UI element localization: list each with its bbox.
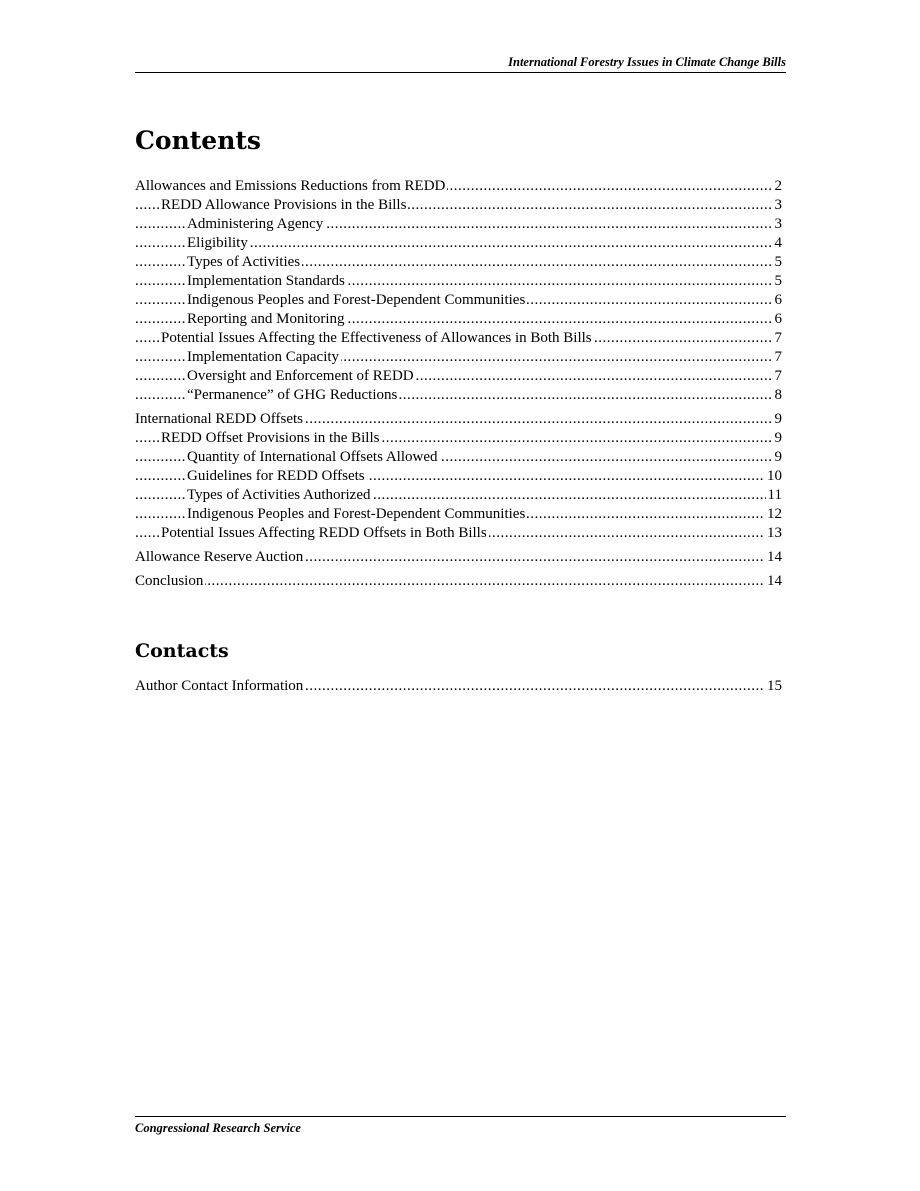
toc-entry-title: Potential Issues Affecting the Effectiveness of Allowances in Both Bills [161, 330, 592, 346]
toc-entry[interactable] [135, 524, 782, 543]
toc-entry-page: 6 [774, 292, 782, 308]
toc-entry-page: 14 [767, 573, 782, 589]
toc-entry-page: 7 [774, 330, 782, 346]
toc-entry-page: 4 [774, 235, 782, 251]
toc-entry[interactable] [135, 310, 782, 329]
toc-entry[interactable] [135, 505, 782, 524]
toc-entry-title: REDD Offset Provisions in the Bills [161, 430, 380, 446]
toc-entry-page: 3 [774, 197, 782, 213]
toc-entry[interactable] [135, 429, 782, 448]
running-header: International Forestry Issues in Climate Change Bills [508, 55, 786, 69]
toc-entry[interactable] [135, 367, 782, 386]
running-footer: Congressional Research Service [135, 1121, 301, 1135]
contacts-list [135, 677, 782, 696]
toc-entry-title: Allowances and Emissions Reductions from REDD [135, 178, 446, 194]
toc-entry-page: 11 [767, 487, 782, 503]
toc-entry[interactable] [135, 177, 782, 196]
toc-entry-title: Types of Activities Authorized [187, 487, 371, 503]
toc-entry[interactable] [135, 196, 782, 215]
contents-heading: Contents [135, 126, 262, 155]
toc-entry-title: Reporting and Monitoring [187, 311, 345, 327]
toc-entry-title: Potential Issues Affecting REDD Offsets in Both Bills [161, 525, 487, 541]
toc-entry-title: Eligibility [187, 235, 248, 251]
toc-entry-page: 10 [767, 468, 782, 484]
toc-entry-page: 2 [774, 178, 782, 194]
toc-entry[interactable] [135, 486, 782, 505]
toc-entry[interactable] [135, 572, 782, 591]
toc-entry-title: Indigenous Peoples and Forest-Dependent Communities [187, 506, 526, 522]
toc-entry-page: 9 [774, 411, 782, 427]
toc-entry-title: Indigenous Peoples and Forest-Dependent Communities [187, 292, 526, 308]
toc-entry[interactable] [135, 348, 782, 367]
toc-entry-title: Administering Agency [187, 216, 324, 232]
toc-entry[interactable] [135, 215, 782, 234]
toc-entry-page: 9 [774, 430, 782, 446]
toc-entry-title: Guidelines for REDD Offsets [187, 468, 365, 484]
toc-entry-page: 8 [774, 387, 782, 403]
toc-entry-title: REDD Allowance Provisions in the Bills [161, 197, 407, 213]
toc-entry[interactable] [135, 467, 782, 486]
contacts-heading: Contacts [135, 640, 229, 662]
toc-entry[interactable] [135, 677, 782, 696]
toc-entry-title: Quantity of International Offsets Allowed [187, 449, 438, 465]
toc-entry[interactable] [135, 272, 782, 291]
toc-entry-page: 7 [774, 349, 782, 365]
toc-entry-page: 14 [767, 549, 782, 565]
toc-entry[interactable] [135, 386, 782, 405]
toc-entry-page: 5 [774, 273, 782, 289]
toc-entry-title: Implementation Standards [187, 273, 345, 289]
toc-entry-title: “Permanence” of GHG Reductions [187, 387, 398, 403]
toc-entry[interactable] [135, 291, 782, 310]
toc-entry-title: International REDD Offsets [135, 411, 304, 427]
toc-entry[interactable] [135, 410, 782, 429]
toc-entry-page: 7 [774, 368, 782, 384]
toc-entry[interactable] [135, 548, 782, 567]
toc-entry[interactable] [135, 253, 782, 272]
toc-entry[interactable] [135, 329, 782, 348]
toc-entry-page: 5 [774, 254, 782, 270]
toc-entry[interactable] [135, 448, 782, 467]
toc-entry-page: 12 [767, 506, 782, 522]
toc-entry-title: Types of Activities [187, 254, 301, 270]
toc-entry-page: 15 [767, 678, 782, 694]
table-of-contents [135, 177, 782, 591]
header-rule [135, 72, 786, 73]
toc-entry-title: Conclusion [135, 573, 204, 589]
toc-entry-page: 3 [774, 216, 782, 232]
toc-entry-title: Author Contact Information [135, 678, 304, 694]
toc-entry-title: Oversight and Enforcement of REDD [187, 368, 414, 384]
footer-rule [135, 1116, 786, 1117]
dot-leader [135, 572, 782, 591]
toc-entry-title: Implementation Capacity [187, 349, 340, 365]
toc-entry[interactable] [135, 234, 782, 253]
toc-entry-page: 9 [774, 449, 782, 465]
toc-entry-title: Allowance Reserve Auction [135, 549, 304, 565]
toc-entry-page: 13 [767, 525, 782, 541]
toc-entry-page: 6 [774, 311, 782, 327]
